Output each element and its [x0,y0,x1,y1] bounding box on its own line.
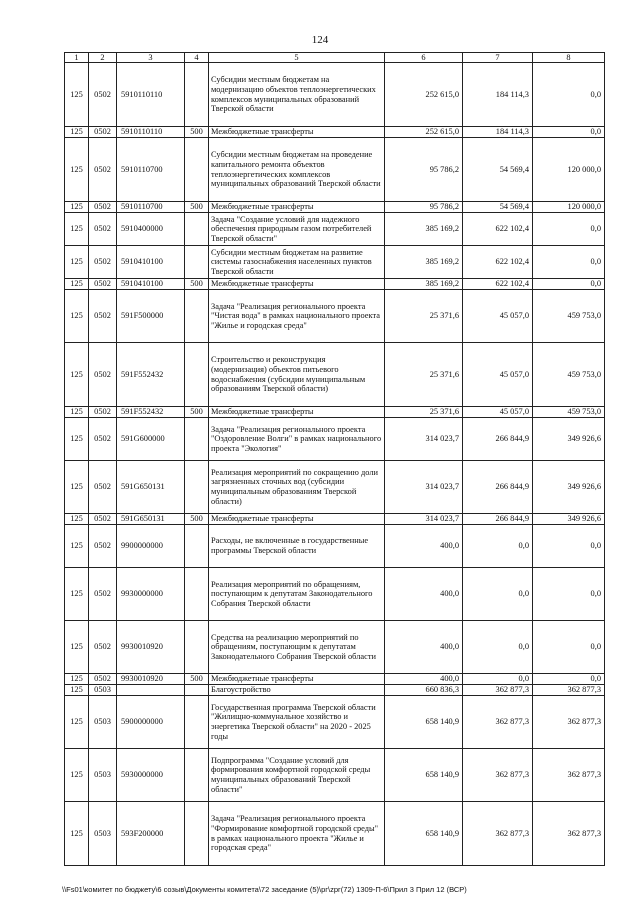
target-article-cell: 591F552432 [117,343,185,407]
target-article-cell: 5900000000 [117,696,185,749]
amount-year-3-cell: 0,0 [533,63,605,127]
amount-year-3-cell: 362 877,3 [533,696,605,749]
expense-type-cell [185,685,209,696]
program-code-cell: 125 [65,213,89,246]
target-article-cell: 9930000000 [117,568,185,621]
table-row [65,802,605,866]
description-cell: Средства на реализацию мероприятий по обращениям, поступающим к депутатам Законодательного Собрания Тверской области [209,621,385,674]
table-row [65,63,605,127]
description-cell: Подпрограмма "Создание условий для формирования комфортной городской среды муниципальных образований Тверской области" [209,749,385,802]
target-article-cell: 5910110110 [117,127,185,138]
table-row [65,696,605,749]
amount-year-3-cell: 362 877,3 [533,749,605,802]
column-header: 2 [89,53,117,63]
program-code-cell: 125 [65,63,89,127]
amount-year-3-cell: 0,0 [533,127,605,138]
description-cell: Субсидии местным бюджетам на модернизацию объектов теплоэнергетических комплексов муниципальных образований Тверской области [209,63,385,127]
target-article-cell: 591F500000 [117,290,185,343]
target-article-cell: 5910110110 [117,63,185,127]
section-code-cell: 0503 [89,685,117,696]
description-cell: Реализация мероприятий по обращениям, поступающим к депутатам Законодательного Собрания Тверской области [209,568,385,621]
table-row [65,525,605,568]
description-cell: Межбюджетные трансферты [209,279,385,290]
target-article-cell: 9930010920 [117,674,185,685]
budget-table [64,52,605,866]
program-code-cell: 125 [65,525,89,568]
target-article-cell: 5930000000 [117,749,185,802]
amount-year-1-cell: 252 615,0 [385,127,463,138]
table-row [65,461,605,514]
amount-year-2-cell: 622 102,4 [463,279,533,290]
amount-year-3-cell: 120 000,0 [533,138,605,202]
amount-year-3-cell: 0,0 [533,621,605,674]
expense-type-cell [185,290,209,343]
section-code-cell: 0502 [89,461,117,514]
table-row [65,568,605,621]
target-article-cell: 591F552432 [117,407,185,418]
section-code-cell: 0503 [89,802,117,866]
column-header: 7 [463,53,533,63]
amount-year-3-cell: 362 877,3 [533,802,605,866]
expense-type-cell [185,696,209,749]
section-code-cell: 0502 [89,246,117,279]
table-row [65,685,605,696]
table-body [65,63,605,866]
description-cell: Межбюджетные трансферты [209,674,385,685]
target-article-cell: 5910110700 [117,138,185,202]
amount-year-1-cell: 385 169,2 [385,279,463,290]
section-code-cell: 0502 [89,418,117,461]
amount-year-3-cell: 0,0 [533,213,605,246]
amount-year-2-cell: 0,0 [463,621,533,674]
amount-year-1-cell: 385 169,2 [385,246,463,279]
description-cell: Строительство и реконструкция (модернизация) объектов питьевого водоснабжения (субсидии муниципальным образованиям Тверской области) [209,343,385,407]
program-code-cell: 125 [65,202,89,213]
program-code-cell: 125 [65,802,89,866]
amount-year-3-cell: 459 753,0 [533,290,605,343]
target-article-cell: 591G650131 [117,514,185,525]
description-cell: Межбюджетные трансферты [209,407,385,418]
table-row [65,202,605,213]
expense-type-cell [185,802,209,866]
amount-year-1-cell: 25 371,6 [385,407,463,418]
amount-year-3-cell: 0,0 [533,279,605,290]
amount-year-1-cell: 400,0 [385,525,463,568]
table-row [65,213,605,246]
target-article-cell: 593F200000 [117,802,185,866]
amount-year-2-cell: 362 877,3 [463,696,533,749]
table-row [65,621,605,674]
amount-year-1-cell: 314 023,7 [385,514,463,525]
amount-year-2-cell: 184 114,3 [463,63,533,127]
amount-year-2-cell: 54 569,4 [463,138,533,202]
program-code-cell: 125 [65,138,89,202]
program-code-cell: 125 [65,127,89,138]
table-row [65,674,605,685]
amount-year-1-cell: 385 169,2 [385,213,463,246]
section-code-cell: 0503 [89,696,117,749]
amount-year-1-cell: 400,0 [385,621,463,674]
target-article-cell: 5910110700 [117,202,185,213]
section-code-cell: 0502 [89,674,117,685]
program-code-cell: 125 [65,418,89,461]
description-cell: Задача "Реализация регионального проекта "Чистая вода" в рамках национального проекта "Жилье и городская среда" [209,290,385,343]
amount-year-1-cell: 252 615,0 [385,63,463,127]
column-header: 6 [385,53,463,63]
description-cell: Расходы, не включенные в государственные программы Тверской области [209,525,385,568]
amount-year-2-cell: 45 057,0 [463,290,533,343]
amount-year-1-cell: 314 023,7 [385,461,463,514]
amount-year-1-cell: 314 023,7 [385,418,463,461]
description-cell: Субсидии местным бюджетам на развитие системы газоснабжения населенных пунктов Тверской области [209,246,385,279]
expense-type-cell: 500 [185,407,209,418]
amount-year-1-cell: 658 140,9 [385,696,463,749]
table-row [65,279,605,290]
target-article-cell: 9900000000 [117,525,185,568]
expense-type-cell: 500 [185,202,209,213]
amount-year-3-cell: 120 000,0 [533,202,605,213]
amount-year-1-cell: 25 371,6 [385,343,463,407]
amount-year-3-cell: 0,0 [533,246,605,279]
amount-year-1-cell: 660 836,3 [385,685,463,696]
target-article-cell [117,685,185,696]
expense-type-cell [185,246,209,279]
section-code-cell: 0503 [89,749,117,802]
file-path-footer: \\Fs01\комитет по бюджету\6 созыв\Документы комитета\72 заседание (5)\рг\zрг(72) 1309-П-6\Прил 3 Прил 12 (ВСР) [62,885,467,894]
amount-year-2-cell: 622 102,4 [463,213,533,246]
description-cell: Государственная программа Тверской области "Жилищно-коммунальное хозяйство и энергетика Тверской области" на 2020 - 2025 годы [209,696,385,749]
program-code-cell: 125 [65,514,89,525]
target-article-cell: 5910410100 [117,246,185,279]
page-number: 124 [311,34,329,46]
table-row [65,290,605,343]
column-header: 3 [117,53,185,63]
amount-year-1-cell: 95 786,2 [385,138,463,202]
program-code-cell: 125 [65,685,89,696]
table-row [65,514,605,525]
amount-year-3-cell: 349 926,6 [533,461,605,514]
program-code-cell: 125 [65,407,89,418]
description-cell: Задача "Создание условий для надежного обеспечения природным газом потребителей Тверской области" [209,213,385,246]
section-code-cell: 0502 [89,514,117,525]
section-code-cell: 0502 [89,279,117,290]
amount-year-1-cell: 25 371,6 [385,290,463,343]
amount-year-2-cell: 0,0 [463,525,533,568]
description-cell: Реализация мероприятий по сокращению доли загрязненных сточных вод (субсидии муниципальным образованиям Тверской области) [209,461,385,514]
expense-type-cell [185,568,209,621]
amount-year-3-cell: 0,0 [533,525,605,568]
amount-year-2-cell: 0,0 [463,674,533,685]
amount-year-2-cell: 45 057,0 [463,343,533,407]
program-code-cell: 125 [65,246,89,279]
program-code-cell: 125 [65,568,89,621]
target-article-cell: 591G650131 [117,461,185,514]
column-header: 5 [209,53,385,63]
expense-type-cell: 500 [185,127,209,138]
column-header: 1 [65,53,89,63]
amount-year-1-cell: 658 140,9 [385,802,463,866]
expense-type-cell [185,525,209,568]
amount-year-3-cell: 0,0 [533,674,605,685]
amount-year-1-cell: 400,0 [385,568,463,621]
amount-year-2-cell: 45 057,0 [463,407,533,418]
column-header: 4 [185,53,209,63]
table-row [65,749,605,802]
expense-type-cell [185,63,209,127]
description-cell: Субсидии местным бюджетам на проведение капитального ремонта объектов теплоэнергетических комплексов муниципальных образований Тверской области [209,138,385,202]
program-code-cell: 125 [65,279,89,290]
table-row [65,127,605,138]
section-code-cell: 0502 [89,138,117,202]
program-code-cell: 125 [65,621,89,674]
section-code-cell: 0502 [89,213,117,246]
amount-year-2-cell: 362 877,3 [463,749,533,802]
description-cell: Межбюджетные трансферты [209,202,385,213]
expense-type-cell [185,461,209,514]
amount-year-3-cell: 459 753,0 [533,343,605,407]
amount-year-3-cell: 362 877,3 [533,685,605,696]
program-code-cell: 125 [65,461,89,514]
section-code-cell: 0502 [89,525,117,568]
expense-type-cell [185,343,209,407]
amount-year-2-cell: 184 114,3 [463,127,533,138]
section-code-cell: 0502 [89,343,117,407]
amount-year-3-cell: 349 926,6 [533,418,605,461]
description-cell: Задача "Реализация регионального проекта "Формирование комфортной городской среды" в рамках национального проекта "Жилье и городская среда" [209,802,385,866]
expense-type-cell [185,418,209,461]
header-row [65,53,605,63]
section-code-cell: 0502 [89,63,117,127]
amount-year-1-cell: 400,0 [385,674,463,685]
table-row [65,407,605,418]
amount-year-2-cell: 362 877,3 [463,802,533,866]
column-header: 8 [533,53,605,63]
expense-type-cell [185,138,209,202]
amount-year-3-cell: 459 753,0 [533,407,605,418]
section-code-cell: 0502 [89,290,117,343]
table-row [65,343,605,407]
target-article-cell: 9930010920 [117,621,185,674]
program-code-cell: 125 [65,343,89,407]
expense-type-cell [185,621,209,674]
description-cell: Межбюджетные трансферты [209,127,385,138]
amount-year-1-cell: 95 786,2 [385,202,463,213]
section-code-cell: 0502 [89,202,117,213]
expense-type-cell: 500 [185,279,209,290]
program-code-cell: 125 [65,696,89,749]
amount-year-2-cell: 622 102,4 [463,246,533,279]
section-code-cell: 0502 [89,127,117,138]
description-cell: Межбюджетные трансферты [209,514,385,525]
amount-year-2-cell: 266 844,9 [463,461,533,514]
amount-year-2-cell: 362 877,3 [463,685,533,696]
program-code-cell: 125 [65,290,89,343]
section-code-cell: 0502 [89,568,117,621]
amount-year-3-cell: 349 926,6 [533,514,605,525]
section-code-cell: 0502 [89,621,117,674]
target-article-cell: 5910410100 [117,279,185,290]
expense-type-cell [185,749,209,802]
target-article-cell: 591G600000 [117,418,185,461]
amount-year-3-cell: 0,0 [533,568,605,621]
program-code-cell: 125 [65,674,89,685]
target-article-cell: 5910400000 [117,213,185,246]
expense-type-cell: 500 [185,514,209,525]
amount-year-2-cell: 266 844,9 [463,418,533,461]
table-row [65,418,605,461]
table-row [65,138,605,202]
amount-year-2-cell: 54 569,4 [463,202,533,213]
description-cell: Благоустройство [209,685,385,696]
table-row [65,246,605,279]
amount-year-1-cell: 658 140,9 [385,749,463,802]
expense-type-cell [185,213,209,246]
amount-year-2-cell: 266 844,9 [463,514,533,525]
section-code-cell: 0502 [89,407,117,418]
amount-year-2-cell: 0,0 [463,568,533,621]
description-cell: Задача "Реализация регионального проекта "Оздоровление Волги" в рамках национального проекта "Экология" [209,418,385,461]
expense-type-cell: 500 [185,674,209,685]
program-code-cell: 125 [65,749,89,802]
